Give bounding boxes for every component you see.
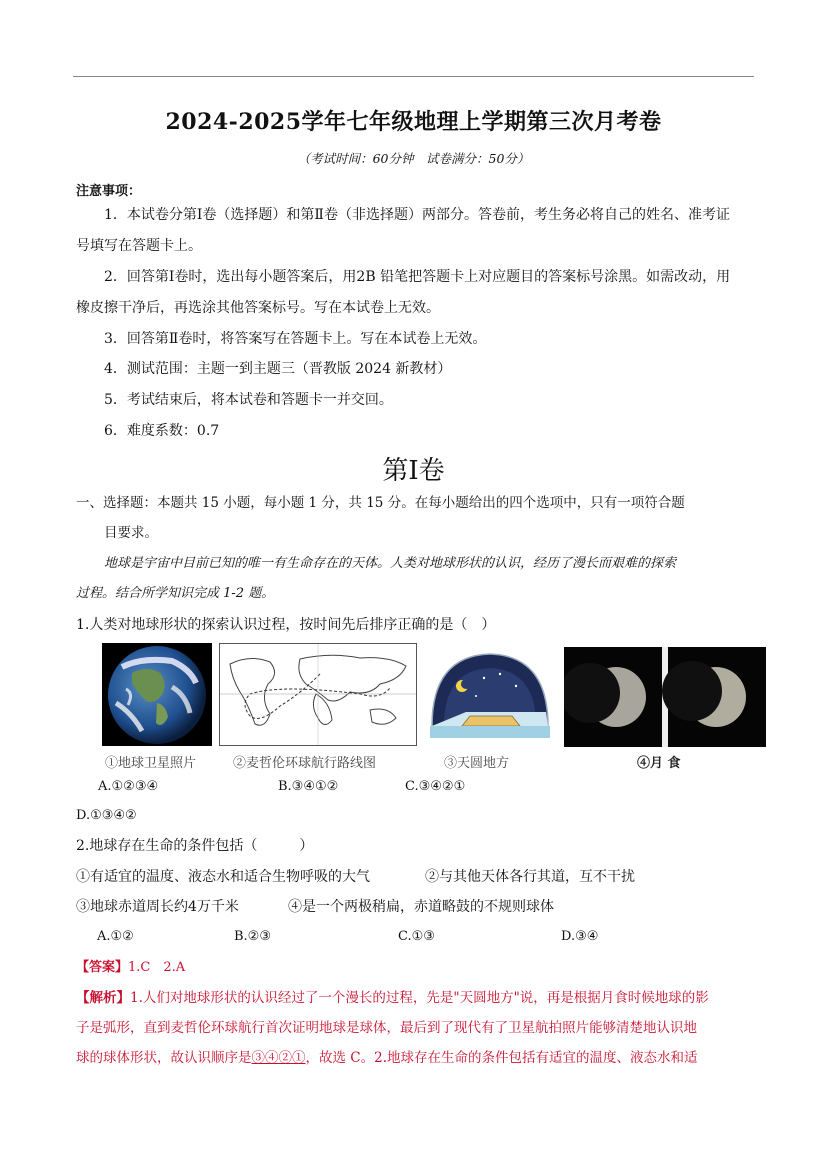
q2-statement-3: ③地球赤道周长约4万千米: [76, 899, 239, 915]
caption-2: ②麦哲伦环球航行路线图: [233, 756, 377, 771]
exam-subtitle: （考试时间：60分钟 试卷满分：50分）: [297, 151, 530, 166]
q2-statement-1: ①有适宜的温度、液态水和适合生物呼吸的大气: [76, 869, 370, 885]
intro-text-cont: 过程。结合所学知识完成 1-2 题。: [76, 586, 275, 601]
note-line: 5．考试结束后，将本试卷和答题卡一并交回。: [104, 392, 393, 408]
q2-option-a: A.①②: [97, 929, 134, 944]
q2-statement-4: ④是一个两极稍扁，赤道略鼓的不规则球体: [288, 899, 554, 915]
note-line: 4．测试范围：主题一到主题三（晋教版 2024 新教材）: [104, 361, 452, 377]
magellan-route-map: [219, 643, 417, 746]
round-sky-square-earth-illustration: [426, 646, 553, 746]
q1-option-a: A.①②③④: [98, 779, 159, 794]
note-line: 6．难度系数：0.7: [104, 423, 220, 439]
answer-text: 1.C 2.A: [128, 960, 186, 975]
answer-line: [76, 959, 185, 977]
note-line: 1．本试卷分第Ⅰ卷（选择题）和第Ⅱ卷（非选择题）两部分。答卷前，考生务必将自己的姓名、准考证: [104, 207, 730, 223]
analysis-text-1: 1.人们对地球形状的认识经过了一个漫长的过程，先是"天圆地方"说，再是根据月食时候地球的影: [130, 990, 709, 1006]
analysis-line-3: [76, 1049, 698, 1067]
q1-option-b: B.③④①②: [278, 779, 339, 794]
note-line: 3．回答第Ⅱ卷时，将答案写在答题卡上。写在本试卷上无效。: [104, 331, 487, 347]
q1-option-d: D.①③④②: [76, 808, 137, 823]
analysis-label: 【解析】: [76, 990, 130, 1006]
q1-stem: 1.人类对地球形状的探索认识过程，按时间先后排序正确的是（ ）: [76, 617, 496, 633]
intro-text: 地球是宇宙中目前已知的唯一有生命存在的天体。人类对地球形状的认识，经历了漫长而艰难的探索: [104, 556, 677, 571]
q2-stem: 2.地球存在生命的条件包括（ ）: [76, 838, 314, 854]
section-heading: 一、选择题：本题共 15 小题，每小题 1 分，共 15 分。在每小题给出的四个选项中，只有一项符合题: [76, 495, 685, 511]
exam-title: 2024-2025学年七年级地理上学期第三次月考卷: [165, 109, 662, 135]
q2-option-d: D.③④: [561, 929, 599, 944]
note-line: 2．回答第Ⅰ卷时，选出每小题答案后，用2B 铅笔把答题卡上对应题目的答案标号涂黑。如需改动，用: [104, 269, 731, 285]
section-heading-cont: 目要求。: [104, 525, 158, 541]
volume-title: 第Ⅰ卷: [382, 456, 445, 486]
caption-3: ③天圆地方: [444, 756, 510, 771]
caption-1: ①地球卫星照片: [105, 756, 197, 771]
note-line: 号填写在答题卡上。: [76, 238, 202, 254]
q1-option-c: C.③④②①: [405, 779, 466, 794]
lunar-eclipse-photos: [564, 647, 766, 747]
earth-satellite-photo: [102, 643, 212, 746]
note-line: 橡皮擦干净后，再选涂其他答案标号。写在本试卷上无效。: [76, 300, 440, 316]
answer-label: 【答案】: [76, 960, 129, 975]
analysis-line-2: 子是弧形，直到麦哲伦环球航行首次证明地球是球体，最后到了现代有了卫星航拍照片能够清楚地认识地: [76, 1020, 697, 1036]
caption-4: ④月 食: [637, 756, 681, 771]
notes-heading: 注意事项：: [76, 184, 142, 199]
analysis-line-1: [76, 989, 709, 1007]
q2-option-b: B.②③: [234, 929, 271, 944]
header-rule: [73, 76, 754, 77]
q2-option-c: C.①③: [398, 929, 435, 944]
analysis-text-3c: ，故选 C。2.地球存在生命的条件包括有适宜的温度、液态水和适: [305, 1050, 698, 1066]
analysis-order: ③④②①: [251, 1050, 306, 1066]
q2-statement-2: ②与其他天体各行其道，互不干扰: [425, 869, 635, 885]
analysis-text-3a: 球的球体形状，故认识顺序是: [76, 1050, 252, 1066]
